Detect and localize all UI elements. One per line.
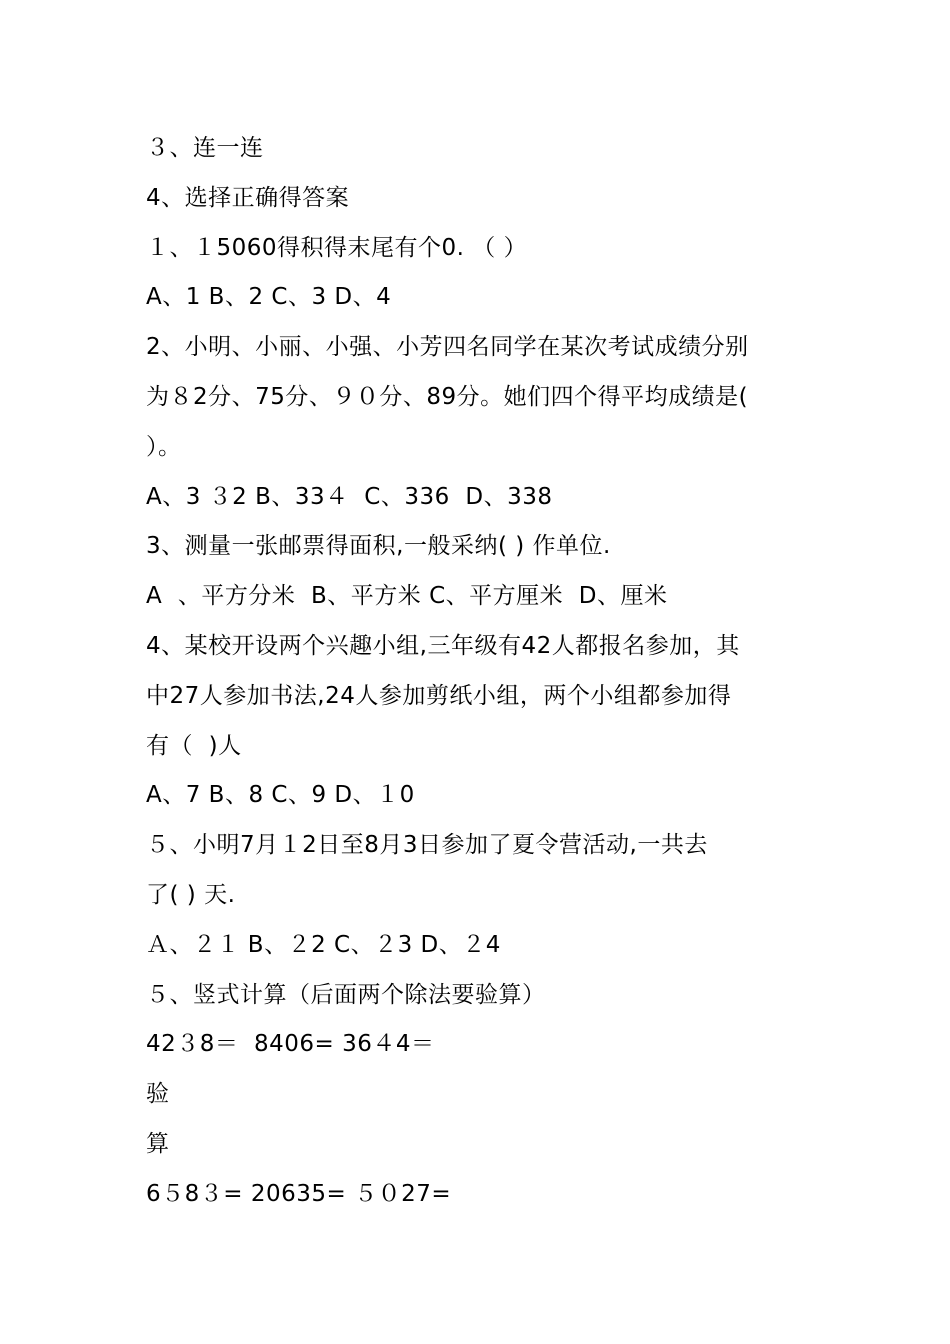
question-2-options: A、3 ３2 B、33４ C、336 D、338 (146, 483, 553, 510)
question-4-line-2: 中27人参加书法,24人参加剪纸小组，两个小组都参加得 (146, 682, 732, 709)
section-heading-choose-answer: 4、选择正确得答案 (146, 184, 350, 211)
question-5-line-1: ５、小明7月１2日至8月3日参加了夏令营活动,一共去 (146, 832, 708, 859)
question-4-options: A、7 B、8 C、9 D、１0 (146, 782, 415, 809)
question-5-line-2: 了( ) 天. (146, 881, 236, 908)
section-heading-vertical-calculation: ５、竖式计算（后面两个除法要验算） (146, 981, 546, 1008)
document-body (146, 124, 826, 1220)
verification-label-2: 算 (146, 1130, 170, 1157)
question-1-options: A、1 B、2 C、3 D、4 (146, 284, 392, 311)
question-3-options: A 、平方分米 B、平方米 C、平方厘米 D、厘米 (146, 583, 668, 610)
calculation-row-2: 6５8３= 20635= ５０27= (146, 1180, 452, 1207)
section-heading-connect: ３、连一连 (146, 135, 264, 161)
question-2-line-1: 2、小明、小丽、小强、小芳四名同学在某次考试成绩分别 (146, 334, 749, 361)
verification-label-1: 验 (146, 1081, 170, 1108)
question-2-line-2: 为８2分、75分、９０分、89分。她们四个得平均成绩是( (146, 383, 749, 410)
question-4-line-1: 4、某校开设两个兴趣小组,三年级有42人都报名参加，其 (146, 632, 740, 659)
question-4-line-3: 有（ )人 (146, 732, 242, 759)
question-5-options: Ａ、２１ B、２2 C、２3 D、２4 (146, 931, 501, 958)
question-1: １、１5060得积得末尾有个0. （ ） (146, 234, 528, 261)
question-3: 3、测量一张邮票得面积,一般采纳( ) 作单位. (146, 533, 611, 560)
calculation-row-1: 42３8＝ 8406= 36４4＝ (146, 1031, 435, 1058)
question-2-line-3: ）。 (146, 433, 182, 460)
